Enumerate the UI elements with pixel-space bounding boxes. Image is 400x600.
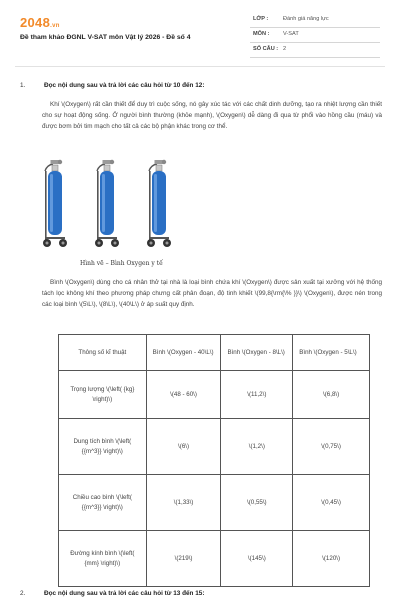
figure-caption: Hình vẽ – Bình Oxygen y tế [80,260,163,267]
oxygen-cylinder-icon [95,160,119,247]
meta-key: LỚP : [253,16,269,22]
table-cell: \(120\) [293,531,370,587]
document-title: Đề tham khảo ĐGNL V-SAT môn Vật lý 2026 - Đề số 4 [20,34,191,41]
question-heading: Đọc nội dung sau và trả lời các câu hỏi từ 13 đến 15: [44,590,205,597]
column-header: Bình \(Oxygen - 5\L\) [293,335,370,371]
column-header: Thông số kĩ thuật [59,335,147,371]
site-logo[interactable] [20,15,60,30]
question-heading: Đọc nội dung sau và trả lời các câu hỏi từ 10 đến 12: [44,82,205,89]
specs-table [58,334,370,587]
intro-paragraph: Khí \(Oxygen\) rất cần thiết để duy trì cuộc sống, nó gây xúc tác với các chất dinh dưỡng, tạo ra nhiệt lượng cần thiết cho sự hoạt động sống. Ở người bình thường (khỏe mạnh), \(Oxygen\) dễ dàng đi qua từ phổi vào hồng cầu (máu) và được bơm bởi tim mạch cho tất cả các bộ phận khác trong cơ thể. [42,101,382,130]
table-row [59,419,370,475]
meta-value: Đánh giá năng lực [283,16,329,22]
table-cell: \(145\) [221,531,293,587]
table-row [59,475,370,531]
table-cell: \(6\) [146,419,221,475]
description-paragraph: Bình \(Oxygen\) dùng cho cá nhân thở tại nhà là loại bình chứa khí \(Oxygen\) được sản xuất tại xưởng với hệ thống tách lọc không khí theo phương pháp chưng cất phân đoạn, độ tinh khiết \(99,8{\rm{\% }}\) \(Oxygen\), được nén trong các loại bình \(5\L\), \(8\L\), \(40\L\) ở áp suất quy định. [42,279,382,308]
page-header [0,0,400,64]
oxygen-cylinders-figure [42,155,192,253]
column-header: Bình \(Oxygen - 8\L\) [221,335,293,371]
oxygen-cylinder-icon [147,160,171,247]
table-cell: \(219\) [146,531,221,587]
row-label: Chiều cao bình \(\left( {{m^3}} \right)\) [59,475,147,531]
meta-value: V-SAT [283,31,299,37]
question-number: 2. [20,590,26,597]
row-label: Đường kính bình \(\left( {mm} \right)\) [59,531,147,587]
table-cell: \(11,2\) [221,371,293,419]
logo-suffix: .vn [50,23,60,29]
question-number: 1. [20,82,26,89]
table-cell: \(48 - 60\) [146,371,221,419]
table-header-row [59,335,370,371]
meta-row-class [250,12,380,28]
column-header: Bình \(Oxygen - 40\L\) [146,335,221,371]
meta-key: SỐ CÂU : [253,46,279,52]
row-label: Dung tích bình \(\left( {{m^3}} \right)\) [59,419,147,475]
meta-row-count [250,42,380,58]
table-cell: \(1,33\) [146,475,221,531]
table-cell: \(0,55\) [221,475,293,531]
table-row [59,371,370,419]
meta-key: MÔN : [253,31,270,37]
row-label: Trọng lượng \(\left( {kg} \right)\) [59,371,147,419]
logo-text: 2048 [20,15,51,30]
table-cell: \(1,2\) [221,419,293,475]
oxygen-cylinder-icon [43,160,67,247]
table-cell: \(6,8\) [293,371,370,419]
header-divider [15,66,385,67]
meta-row-subject [250,27,380,43]
table-row [59,531,370,587]
table-cell: \(0,45\) [293,475,370,531]
table-cell: \(0,75\) [293,419,370,475]
meta-value: 2 [283,46,287,52]
